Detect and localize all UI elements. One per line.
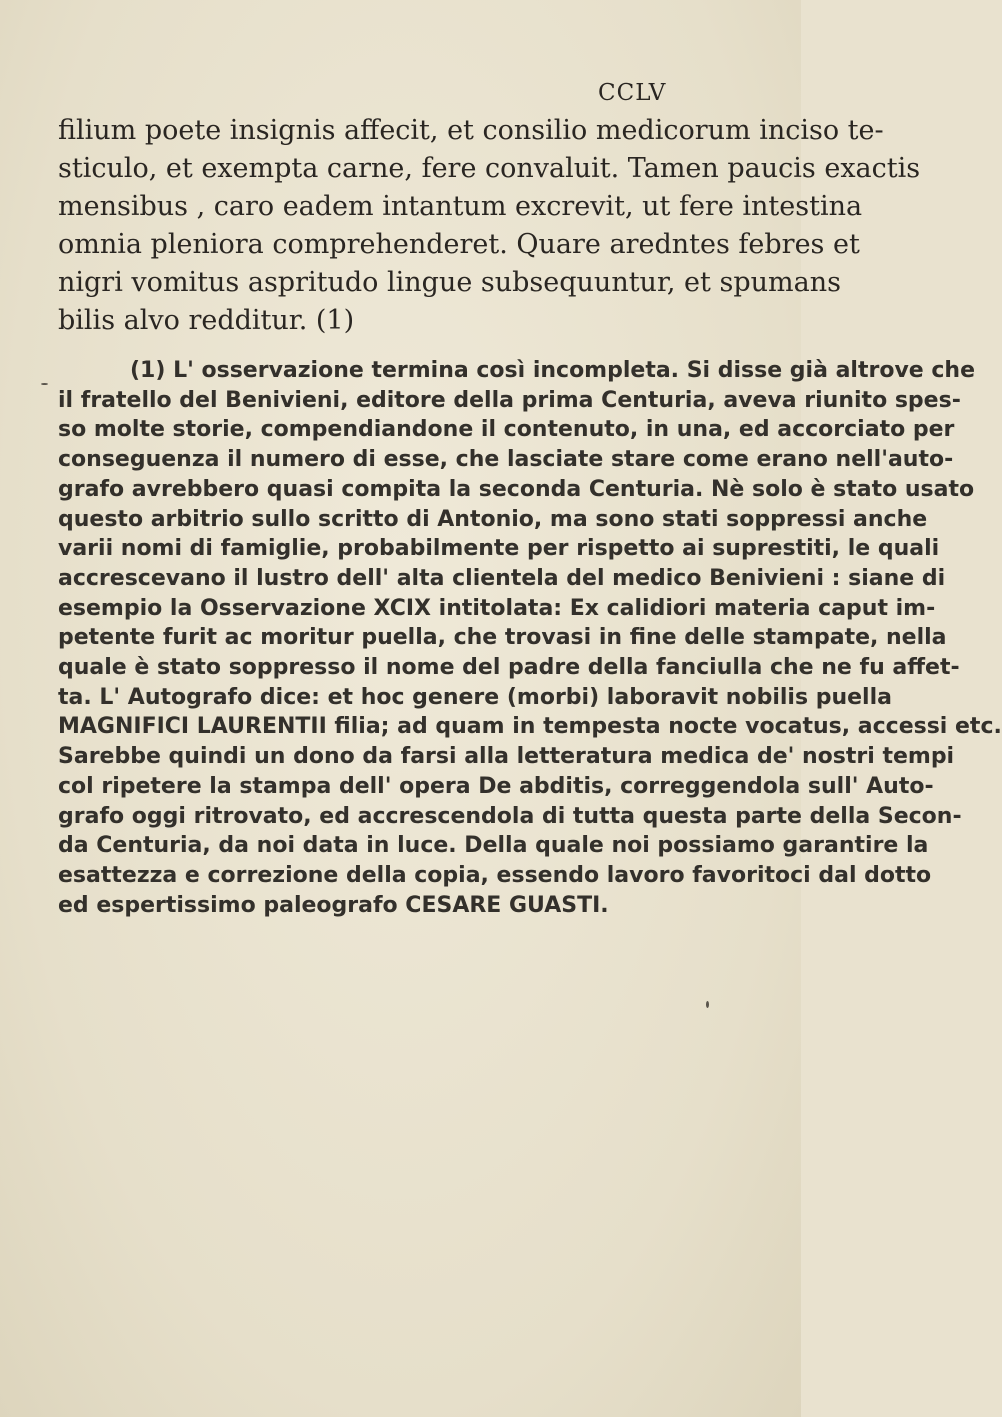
paper-speck bbox=[41, 383, 48, 385]
main-text-block bbox=[58, 112, 921, 340]
footnote-line: so molte storie, compendiandone il contenuto, in una, ed accorciato per bbox=[58, 417, 955, 443]
main-text-line: omnia pleniora comprehenderet. Quare aredntes febres et bbox=[58, 229, 860, 260]
footnote-line: ta. L' Autografo dice: et hoc genere (morbi) laboravit nobilis puella bbox=[58, 684, 892, 710]
main-text-line: sticulo, et exempta carne, fere convaluit. Tamen paucis exactis bbox=[58, 153, 921, 184]
footnote-line: questo arbitrio sullo scritto di Antonio, ma sono stati soppressi anche bbox=[58, 506, 928, 532]
footnote-line: varii nomi di famiglie, probabilmente per rispetto ai suprestiti, le quali bbox=[58, 536, 940, 562]
footnote-line: ed espertissimo paleografo CESARE GUASTI. bbox=[58, 892, 609, 918]
main-text-line: bilis alvo redditur. (1) bbox=[58, 305, 355, 336]
footnote-line: grafo oggi ritrovato, ed accrescendola di tutta questa parte della Secon- bbox=[58, 803, 962, 829]
footnote-line: petente furit ac moritur puella, che trovasi in fine delle stampate, nella bbox=[58, 625, 947, 651]
main-text-line: nigri vomitus aspritudo lingue subsequuntur, et spumans bbox=[58, 267, 841, 298]
footnote-line: grafo avrebbero quasi compita la seconda Centuria. Nè solo è stato usato bbox=[58, 476, 975, 502]
footnote-line: (1) L' osservazione termina così incompleta. Si disse già altrove che bbox=[130, 358, 976, 383]
main-text-line: filium poete insignis affecit, et consilio medicorum inciso te- bbox=[58, 115, 884, 146]
footnote-line: esattezza e correzione della copia, essendo lavoro favoritoci dal dotto bbox=[58, 862, 932, 888]
footnote-line: quale è stato soppresso il nome del padre della fanciulla che ne fu affet- bbox=[58, 655, 960, 681]
footnote-line: il fratello del Benivieni, editore della prima Centuria, aveva riunito spes- bbox=[58, 387, 961, 413]
footnote-line: da Centuria, da noi data in luce. Della quale noi possiamo garantire la bbox=[58, 833, 929, 859]
footnote-line: esempio la Osservazione XCIX intitolata: Ex calidiori materia caput im- bbox=[58, 595, 936, 621]
footnote-line: conseguenza il numero di esse, che lasciate stare come erano nell'auto- bbox=[58, 447, 954, 473]
main-text-line: mensibus , caro eadem intantum excrevit, ut fere intestina bbox=[58, 191, 863, 222]
footnote-line: MAGNIFICI LAURENTII filia; ad quam in tempesta nocte vocatus, accessi etc. bbox=[58, 714, 1002, 740]
page-number: CCLV bbox=[598, 80, 667, 106]
paper-speck bbox=[706, 1001, 709, 1008]
footnote-line: col ripetere la stampa dell' opera De abditis, correggendola sull' Auto- bbox=[58, 773, 934, 799]
footnote-line: Sarebbe quindi un dono da farsi alla letteratura medica de' nostri tempi bbox=[58, 744, 955, 770]
footnote-block bbox=[58, 356, 1002, 920]
footnote-line: accrescevano il lustro dell' alta clientela del medico Benivieni : siane di bbox=[58, 565, 946, 591]
